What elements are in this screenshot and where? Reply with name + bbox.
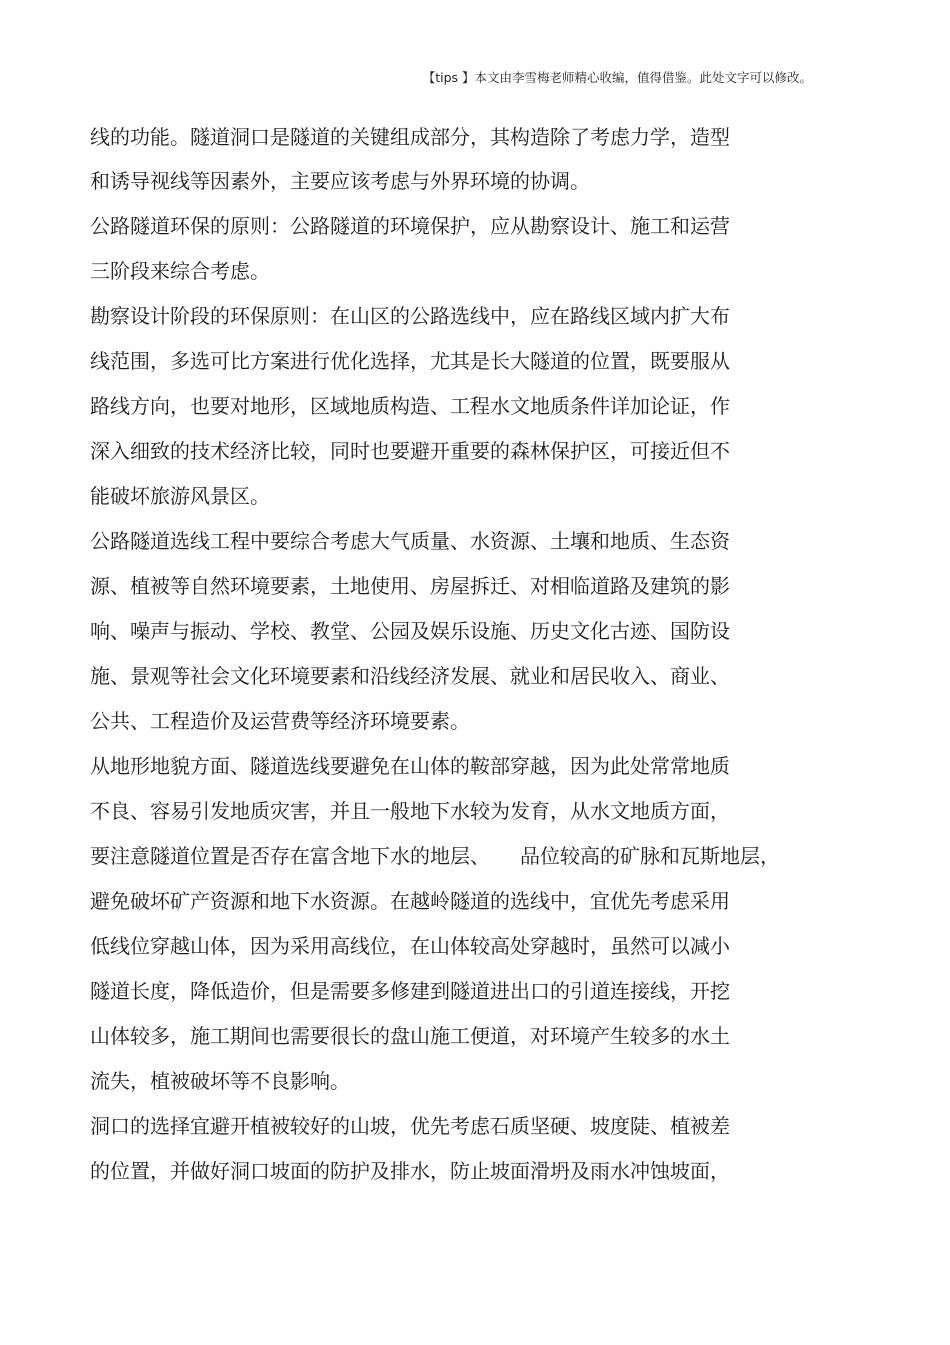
text-line: 施、景观等社会文化环境要素和沿线经济发展、就业和居民收入、商业、 xyxy=(90,664,730,688)
text-line: 从地形地貌方面、隧道选线要避免在山体的鞍部穿越，因为此处常常地质 xyxy=(90,754,730,778)
text-line: 勘察设计阶段的环保原则：在山区的公路选线中，应在路线区域内扩大布 xyxy=(90,304,730,328)
text-line: 避免破坏矿产资源和地下水资源。在越岭隧道的选线中，宜优先考虑采用 xyxy=(90,889,730,913)
text-line: 流失，植被破坏等不良影响。 xyxy=(90,1069,350,1093)
text-line: 深入细致的技术经济比较，同时也要避开重要的森林保护区，可接近但不 xyxy=(90,439,730,463)
text-line: 线范围，多选可比方案进行优化选择，尤其是长大隧道的位置，既要服从 xyxy=(90,349,730,373)
text-line: 公路隧道选线工程中要综合考虑大气质量、水资源、土壤和地质、生态资 xyxy=(90,529,730,553)
text-line: 低线位穿越山体，因为采用高线位，在山体较高处穿越时，虽然可以减小 xyxy=(90,934,730,958)
header-note: 【tips 】本文由李雪梅老师精心收编，值得借鉴。此处文字可以修改。 xyxy=(422,70,812,85)
text-line: 隧道长度，降低造价，但是需要多修建到隧道进出口的引道连接线，开挖 xyxy=(90,979,730,1003)
text-line: 源、植被等自然环境要素，土地使用、房屋拆迁、对相临道路及建筑的影 xyxy=(90,574,730,598)
text-line: 线的功能。隧道洞口是隧道的关键组成部分，其构造除了考虑力学，造型 xyxy=(90,125,730,149)
text-line: 路线方向，也要对地形，区域地质构造、工程水文地质条件详加论证，作 xyxy=(90,394,730,418)
text-line: 三阶段来综合考虑。 xyxy=(90,259,270,283)
text-line: 公共、工程造价及运营费等经济环境要素。 xyxy=(90,709,470,733)
text-line: 响、噪声与振动、学校、教堂、公园及娱乐设施、历史文化古迹、国防设 xyxy=(90,619,730,643)
text-line: 山体较多，施工期间也需要很长的盘山施工便道，对环境产生较多的水土 xyxy=(90,1024,730,1048)
text-line: 能破坏旅游风景区。 xyxy=(90,484,270,508)
text-line: 的位置，并做好洞口坡面的防护及排水，防止坡面滑坍及雨水冲蚀坡面， xyxy=(90,1159,730,1183)
text-line: 和诱导视线等因素外，主要应该考虑与外界环境的协调。 xyxy=(90,169,590,193)
text-line: 洞口的选择宜避开植被较好的山坡，优先考虑石质坚硬、坡度陡、植被差 xyxy=(90,1114,730,1138)
text-line: 不良、容易引发地质灾害，并且一般地下水较为发育，从水文地质方面， xyxy=(90,799,730,823)
text-line: 要注意隧道位置是否存在富含地下水的地层、 品位较高的矿脉和瓦斯地层， xyxy=(90,844,780,868)
text-line: 公路隧道环保的原则：公路隧道的环境保护，应从勘察设计、施工和运营 xyxy=(90,214,730,238)
